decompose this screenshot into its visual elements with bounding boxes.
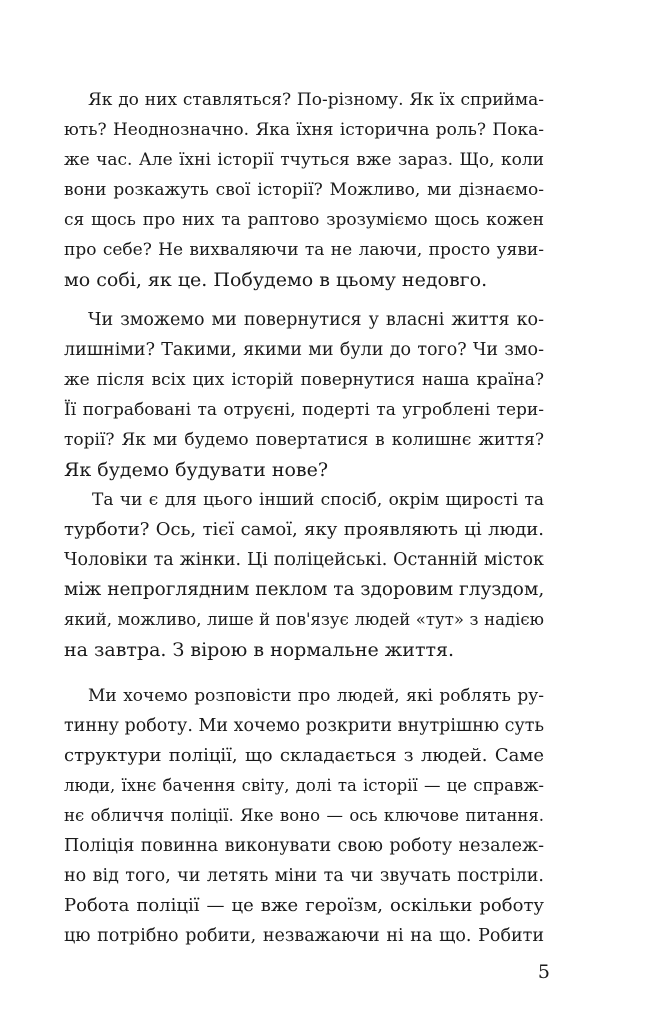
paragraph-1-line-1: Як до них ставляться? По-різному. Як їх сприйма- (88, 90, 544, 110)
paragraph-4-line-6: Поліція повинна виконувати свою роботу незалеж- (64, 836, 544, 856)
paragraph-2-line-3: же після всіх цих історій повернутися наша країна? (64, 370, 544, 390)
paragraph-1-line-5: ся щось про них та раптово зрозуміємо щось кожен (64, 210, 544, 230)
paragraph-1-line-6: про себе? Не вихваляючи та не лаючи, просто уяви- (64, 240, 544, 260)
paragraph-4-line-4: люди, їхнє бачення світу, долі та історії — це справж- (64, 776, 544, 795)
paragraph-4-line-8: Робота поліції — це вже героїзм, оскільки роботу (64, 895, 544, 916)
paragraph-3-line-4: між непроглядним пеклом та здоровим глуздом, (64, 579, 545, 600)
paragraph-2-line-5: торії? Як ми будемо повертатися в колишнє життя? (64, 430, 544, 450)
paragraph-3-line-1: Та чи є для цього інший спосіб, окрім щирості та (92, 490, 544, 510)
paragraph-2-line-4: Її пограбовані та отруєні, подерті та угроблені тери- (64, 400, 544, 420)
paragraph-4-line-2: тинну роботу. Ми хочемо розкрити внутрішню суть (64, 716, 544, 736)
paragraph-1-line-4: вони розкажуть свої історії? Можливо, ми дізнаємо- (64, 180, 544, 200)
paragraph-4-line-3: структури поліції, що складається з людей. Саме (64, 745, 544, 766)
paragraph-2-line-6: Як будемо будувати нове? (64, 459, 329, 481)
paragraph-1-line-3: же час. Але їхні історії тчуться вже зараз. Що, коли (64, 150, 544, 170)
paragraph-4-line-9: цю потрібно робити, незважаючи ні на що. Робити (64, 926, 544, 946)
paragraph-4-line-5: нє обличчя поліції. Яке воно — ось ключове питання. (64, 806, 544, 825)
paragraph-3-line-2: турботи? Ось, тієї самої, яку проявляють ці люди. (64, 519, 544, 540)
paragraph-3-line-6: на завтра. З вірою в нормальне життя. (64, 639, 454, 661)
paragraph-3-line-3: Чоловіки та жінки. Ці поліцейські. Останній місток (64, 550, 544, 570)
paragraph-2-line-2: лишніми? Такими, якими ми були до того? Чи змо- (64, 340, 544, 360)
paragraph-1-line-7: мо собі, як це. Побудемо в цьому недовго. (64, 269, 488, 291)
paragraph-4-line-1: Ми хочемо розповісти про людей, які роблять ру- (88, 686, 544, 706)
paragraph-4-line-7: но від того, чи летять міни та чи звучать постріли. (64, 866, 544, 886)
paragraph-2-line-1: Чи зможемо ми повернутися у власні життя ко- (88, 310, 544, 330)
paragraph-1-line-2: ють? Неоднозначно. Яка їхня історична роль? Пока- (64, 120, 544, 140)
paragraph-3-line-5: який, можливо, лише й пов'язує людей «тут» з надією (64, 610, 544, 629)
page-number: 5 (537, 961, 550, 983)
